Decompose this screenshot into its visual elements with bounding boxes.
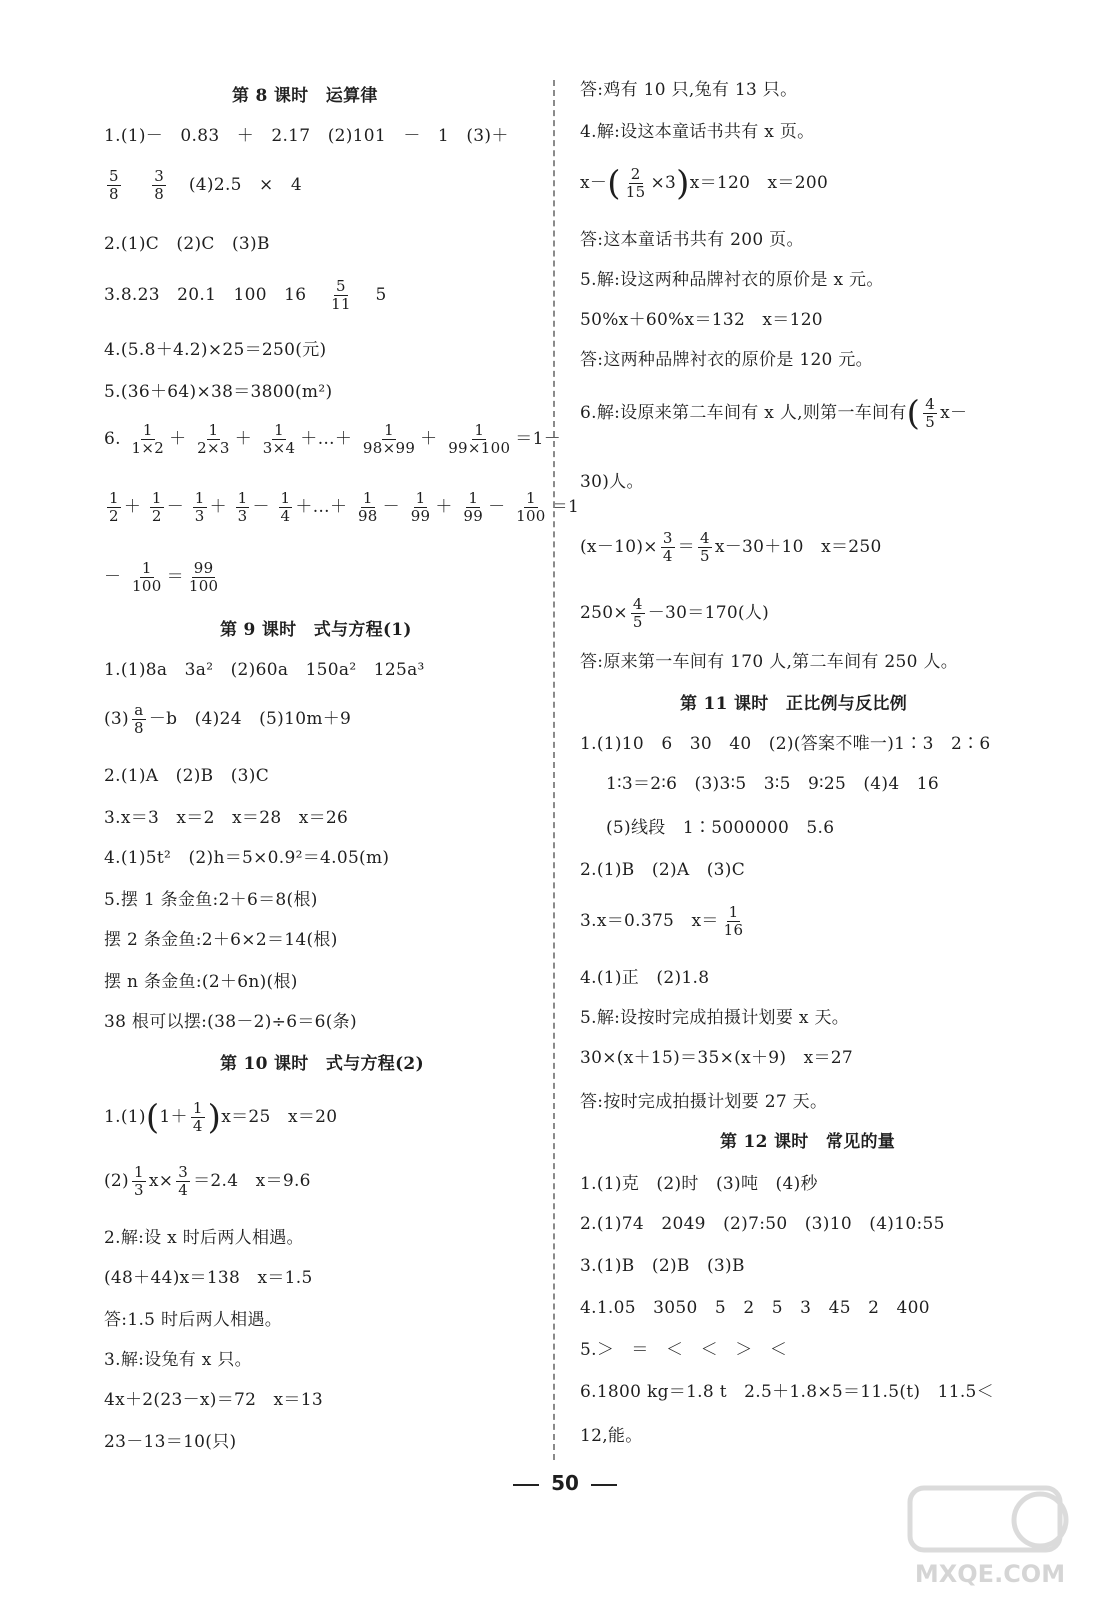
answer-line: 1.(1)克 (2)时 (3)吨 (4)秒 [580, 1174, 818, 1194]
answer-line: 3.(1)B (2)B (3)B [580, 1256, 745, 1276]
answer-line: 1.(1)－ 0.83 ＋ 2.17 (2)101 － 1 (3)＋ [104, 126, 509, 146]
watermark-logo [890, 1480, 1090, 1595]
answer-line: 23－13＝10(只) [104, 1432, 237, 1452]
column-divider [553, 80, 555, 1460]
answer-line: (48＋44)x＝138 x＝1.5 [104, 1268, 313, 1288]
answer-line: 38 根可以摆:(38－2)÷6＝6(条) [104, 1012, 357, 1032]
answer-line: 2.(1)C (2)C (3)B [104, 234, 270, 254]
answer-line: (x－10)× $\frac{3}{4}$ ＝ $\frac{4}{5}$ x－30＋10 x＝250 [580, 529, 882, 565]
answer-line: 4x＋2(23－x)＝72 x＝13 [104, 1390, 323, 1410]
answer-line: 1.(1)10 6 30 40 (2)(答案不唯一)1∶3 2∶6 [580, 734, 991, 754]
section-heading-11: 第 11 课时 正比例与反比例 [680, 694, 907, 714]
answer-line: 4.(1)5t² (2)h＝5×0.9²＝4.05(m) [104, 848, 390, 868]
answer-line: x－( $\frac{2}{15}$ ×3)x＝120 x＝200 [580, 163, 829, 204]
answer-line: 答:这两种品牌衬衣的原价是 120 元。 [580, 350, 873, 370]
answer-line: $\frac{5}{8}$ $\frac{3}{8}$ (4)2.5 × 4 [109, 167, 303, 203]
answer-line: 6. $\frac{1}{1\times 2}$ ＋ $\frac{1}{2\times 3}$ ＋ $\frac{1}{3\times 4}$ ＋…＋ $\frac{1}{98\times 99}$ ＋ $\frac{1}{99\times 100}$ ＝1－ [104, 421, 562, 457]
section-heading-9: 第 9 课时 式与方程(1) [220, 620, 412, 640]
section-heading-10: 第 10 课时 式与方程(2) [220, 1054, 424, 1074]
answer-line: 50%x＋60%x＝132 x＝120 [580, 310, 823, 330]
answer-line: 答:1.5 时后两人相遇。 [104, 1310, 283, 1330]
answer-line: 答:这本童话书共有 200 页。 [580, 230, 804, 250]
answer-line: 5.解:设这两种品牌衬衣的原价是 x 元。 [580, 270, 884, 290]
page-number: 50 [490, 1471, 640, 1495]
answer-line: 3.x＝3 x＝2 x＝28 x＝26 [104, 808, 349, 828]
answer-line: 5.解:设按时完成拍摄计划要 x 天。 [580, 1008, 850, 1028]
answer-line: 1.(1)(1＋ $\frac{1}{4}$ )x＝25 x＝20 [104, 1097, 338, 1138]
answer-line: 30×(x＋15)＝35×(x＋9) x＝27 [580, 1048, 854, 1068]
section-heading-12: 第 12 课时 常见的量 [720, 1132, 896, 1152]
answer-line: 1.(1)8a 3a² (2)60a 150a² 125a³ [104, 660, 425, 680]
answer-line: $\frac{1}{2}$ ＋ $\frac{1}{2}$ － $\frac{1}{3}$ ＋ $\frac{1}{3}$ － $\frac{1}{4}$ ＋…＋ $\frac{1}{98}$ － $\frac{1}{99}$ ＋ $\frac{1}{99}$ － $\frac{1}{100}$ ＝1 [109, 489, 580, 525]
answer-line: 250× $\frac{4}{5}$ －30＝170(人) [580, 595, 770, 631]
answer-line: 2.(1)A (2)B (3)C [104, 766, 270, 786]
answer-line: 3.x＝0.375 x＝ $\frac{1}{16}$ [580, 903, 744, 939]
answer-line: 6.解:设原来第二车间有 x 人,则第一车间有( $\frac{4}{5}$ x－ [580, 393, 968, 434]
answer-line: 4.(5.8＋4.2)×25＝250(元) [104, 340, 327, 360]
answer-line: 答:鸡有 10 只,兔有 13 只。 [580, 80, 798, 100]
answer-line: 4.(1)正 (2)1.8 [580, 968, 710, 988]
fraction: $\frac{3}{8}$ [154, 167, 165, 203]
answer-line: 5.＞ ＝ ＜ ＜ ＞ ＜ [580, 1340, 788, 1360]
answer-line: (3) $\frac{a}{8}$ －b (4)24 (5)10m＋9 [104, 701, 352, 737]
fraction: $\frac{5}{8}$ [109, 167, 119, 203]
answer-line: 2.(1)B (2)A (3)C [580, 860, 746, 880]
answer-line: 3.8.23 20.1 100 16 $\frac{5}{11}$ 5 [104, 277, 387, 313]
section-heading-8: 第 8 课时 运算律 [232, 86, 378, 106]
answer-line: 摆 n 条金鱼:(2＋6n)(根) [104, 972, 298, 992]
fraction: $\frac{5}{11}$ [331, 277, 351, 313]
answer-line: 2.(1)74 2049 (2)7:50 (3)10 (4)10:55 [580, 1214, 945, 1234]
answer-line: 1∶3＝2∶6 (3)3∶5 3∶5 9∶25 (4)4 16 [606, 774, 940, 794]
watermark-text: MXQE.COM [914, 1560, 1066, 1588]
answer-line: (5)线段 1∶5000000 5.6 [606, 818, 835, 838]
answer-line: 5.(36＋64)×38＝3800(m²) [104, 382, 333, 402]
answer-line: 答:按时完成拍摄计划要 27 天。 [580, 1092, 828, 1112]
answer-line: － $\frac{1}{100}$ ＝ $\frac{99}{100}$ [104, 559, 219, 595]
answer-line: 6.1800 kg＝1.8 t 2.5＋1.8×5＝11.5(t) 11.5＜ [580, 1382, 994, 1402]
answer-line: (2) $\frac{1}{3}$ x× $\frac{3}{4}$ ＝2.4 x＝9.6 [104, 1163, 311, 1199]
answer-line: 3.解:设兔有 x 只。 [104, 1350, 252, 1370]
answer-line: 4.解:设这本童话书共有 x 页。 [580, 122, 815, 142]
answer-line: 摆 2 条金鱼:2＋6×2＝14(根) [104, 930, 338, 950]
answer-line: 30)人。 [580, 472, 644, 492]
answer-line: 5.摆 1 条金鱼:2＋6＝8(根) [104, 890, 318, 910]
answer-line: 答:原来第一车间有 170 人,第二车间有 250 人。 [580, 652, 959, 672]
answer-line: 12,能。 [580, 1426, 643, 1446]
answer-line: 4.1.05 3050 5 2 5 3 45 2 400 [580, 1298, 930, 1318]
answer-line: 2.解:设 x 时后两人相遇。 [104, 1228, 304, 1248]
